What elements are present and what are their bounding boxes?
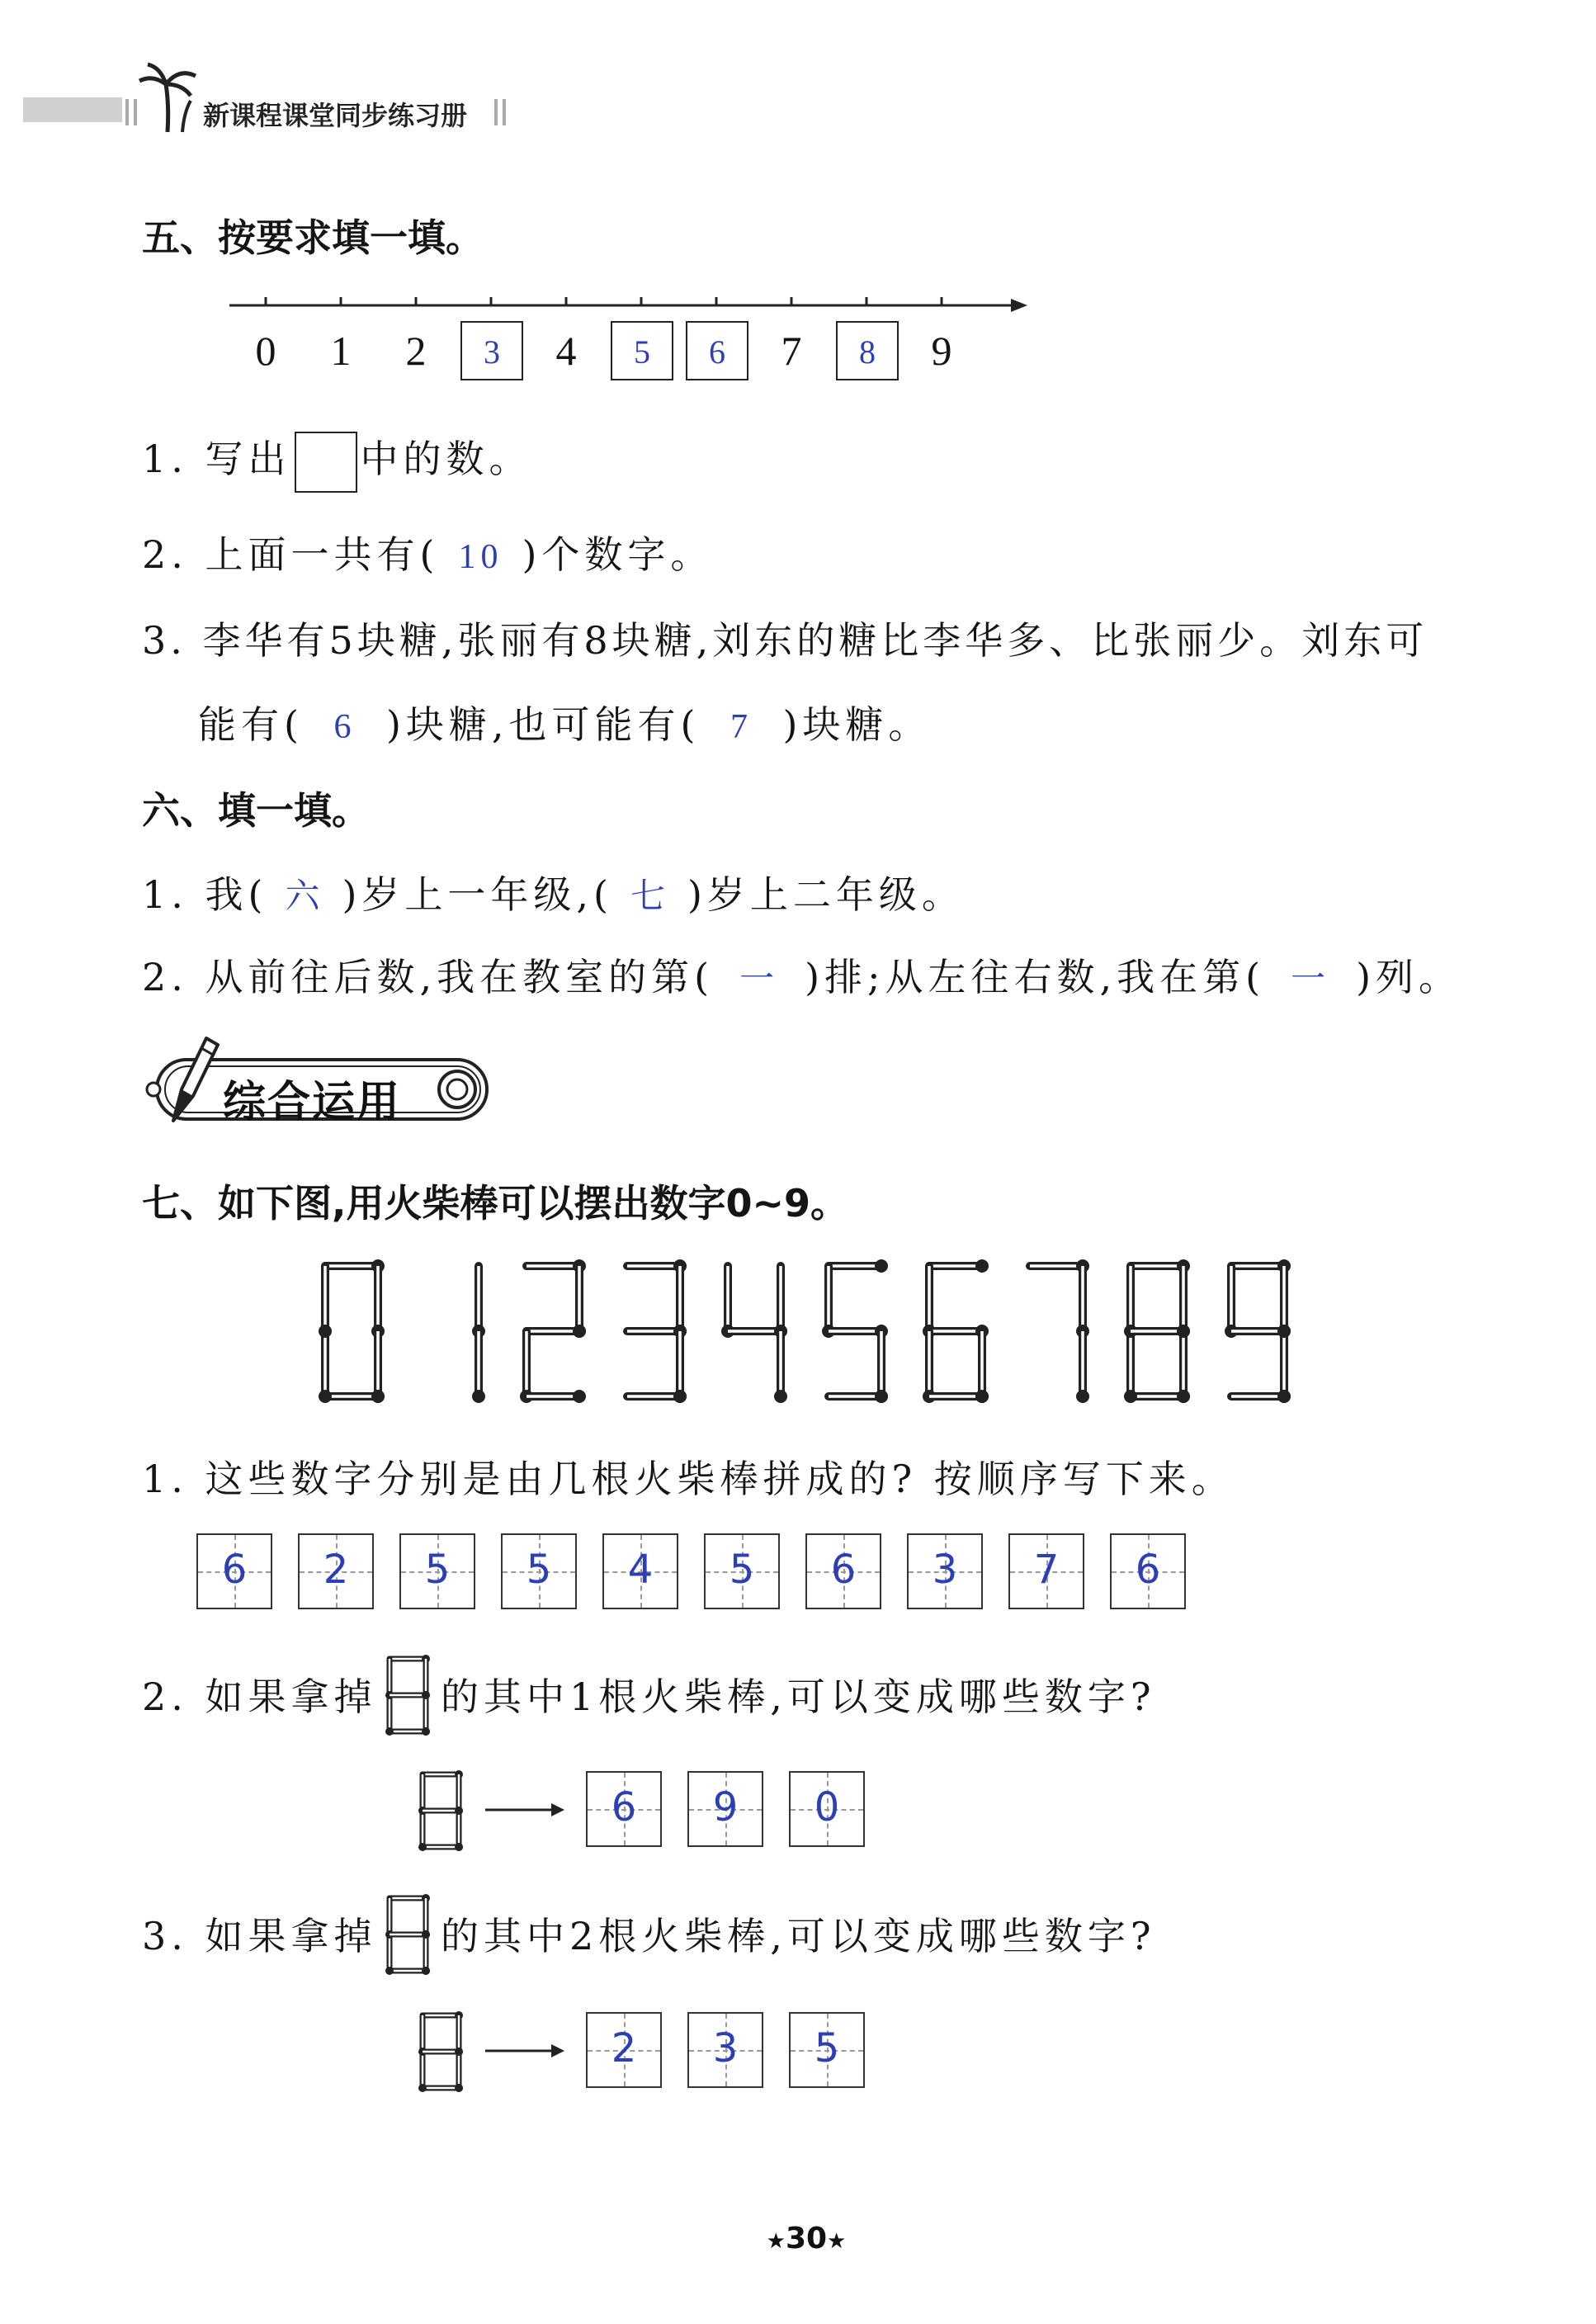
- matchstick-head: [385, 1727, 394, 1736]
- s6-q1-text-c: )岁上二年级。: [687, 872, 965, 917]
- answer-cell: [501, 1533, 577, 1609]
- numberline-label: 7: [781, 328, 802, 374]
- header-bar: [23, 97, 122, 122]
- answer-cell: [805, 1533, 881, 1609]
- matchstick-head: [455, 2048, 463, 2056]
- answer-cell: [586, 1771, 662, 1847]
- answer-digit-count: 10: [458, 538, 503, 576]
- answer-age-1: 六: [285, 878, 325, 916]
- matchstick-head: [422, 1967, 430, 1975]
- section-7-heading: 七、如下图,用火柴棒可以摆出数字0~9。: [142, 1181, 849, 1226]
- numberline-label: 0: [255, 328, 276, 374]
- answer-cell: [1008, 1533, 1084, 1609]
- s5-q3-line1: 3. 李华有5块糖,张丽有8块糖,刘东的糖比李华多、比张丽少。刘东可: [142, 618, 1428, 663]
- s7-q3-text-a: 3. 如果拿掉: [142, 1914, 377, 1958]
- answer-age-2: 七: [630, 878, 670, 916]
- matchstick-head: [385, 1967, 394, 1975]
- s7-q2-answer-grid: [586, 1771, 883, 1850]
- s6-q2: [142, 947, 1461, 1002]
- s6-q1-text-a: 1. 我(: [142, 872, 268, 917]
- section-6-heading: 六、填一填。: [142, 788, 370, 833]
- matchstick-head: [1277, 1325, 1291, 1338]
- matchstick-head: [418, 1843, 427, 1851]
- page-number-value: 30: [785, 2222, 828, 2256]
- matchstick-head: [975, 1390, 989, 1403]
- page-number: [757, 2222, 856, 2256]
- star-icon: ★: [766, 2229, 786, 2254]
- arrow-right-icon: [485, 1797, 568, 1822]
- matchstick-digits-figure: [307, 1254, 1339, 1411]
- matchstick-head: [1076, 1390, 1089, 1403]
- matchstick-head: [472, 1390, 485, 1403]
- answer-value: 4: [627, 1547, 654, 1593]
- s5-q1: [142, 429, 532, 493]
- header-end-dividers: [493, 97, 509, 127]
- numberline-answer: 5: [634, 333, 650, 371]
- answer-value: 3: [712, 2025, 739, 2071]
- numberline-label: 2: [405, 328, 427, 374]
- matchstick-head: [422, 1727, 430, 1736]
- s5-q3-text-b: )块糖,也可能有(: [385, 702, 701, 747]
- numberline-answer: 3: [484, 333, 500, 371]
- answer-cell: [907, 1533, 983, 1609]
- answer-value: 9: [712, 1784, 739, 1830]
- answer-cell: [704, 1533, 780, 1609]
- matchstick-head: [875, 1259, 888, 1273]
- answer-value: 7: [1033, 1547, 1060, 1593]
- s7-q2-text-b: 的其中1根火柴棒,可以变成哪些数字?: [441, 1675, 1156, 1719]
- answer-value: 6: [221, 1547, 248, 1593]
- s7-q3-line: [142, 1906, 377, 1961]
- answer-value: 2: [323, 1547, 349, 1593]
- palm-tree-icon: [136, 59, 202, 134]
- numberline-answer: 6: [709, 333, 725, 371]
- matchstick-head: [455, 2084, 463, 2092]
- matchstick-head: [1124, 1390, 1137, 1403]
- answer-cell: [687, 2012, 763, 2088]
- answer-column: 一: [1291, 961, 1331, 999]
- matchstick-head: [319, 1390, 332, 1403]
- answer-value: 5: [729, 1547, 755, 1593]
- s5-q2-before: 2. 上面一共有(: [142, 532, 440, 577]
- matchstick-head: [418, 2084, 427, 2092]
- empty-box-symbol: [295, 432, 357, 493]
- answer-cell: [602, 1533, 678, 1609]
- s6-q2-text-c: )列。: [1356, 955, 1462, 999]
- s5-q3-text-a: 能有(: [198, 702, 304, 747]
- answer-candies-2: 7: [730, 708, 753, 746]
- numberline-answer-box: [836, 321, 899, 380]
- matchstick-eight: [414, 1768, 467, 1854]
- matchstick-head: [774, 1390, 787, 1403]
- matchstick-head: [422, 1691, 430, 1699]
- answer-cell: [1110, 1533, 1186, 1609]
- s7-q1-text: 1. 这些数字分别是由几根火柴棒拼成的? 按顺序写下来。: [142, 1457, 1235, 1501]
- answer-value: 5: [814, 2025, 840, 2071]
- answer-cell: [687, 1771, 763, 1847]
- matchstick-head: [1177, 1325, 1190, 1338]
- s7-q2-text-a: 2. 如果拿掉: [142, 1675, 377, 1719]
- s5-q3-line2: [198, 695, 931, 749]
- matchstick-head: [875, 1390, 888, 1403]
- matchstick-eight-small: [381, 1892, 434, 1977]
- numberline-label: 4: [555, 328, 577, 374]
- banner-label: 综合运用: [223, 1078, 402, 1127]
- answer-value: 5: [424, 1547, 451, 1593]
- answer-value: 5: [526, 1547, 552, 1593]
- answer-row: 一: [739, 961, 780, 999]
- answer-cell: [399, 1533, 475, 1609]
- answer-value: 6: [611, 1784, 637, 1830]
- numberline-answer-box: [611, 321, 673, 380]
- s5-q3-text-c: )块糖。: [782, 702, 932, 747]
- matchstick-head: [1177, 1390, 1190, 1403]
- s7-q1-answer-grid: [196, 1533, 1195, 1613]
- star-icon: ★: [827, 2229, 847, 2254]
- answer-cell: [789, 1771, 865, 1847]
- s7-q2-line: [142, 1667, 377, 1722]
- answer-cell: [586, 2012, 662, 2088]
- s7-q3-answer-grid: [586, 2012, 883, 2091]
- matchstick-head: [573, 1325, 586, 1338]
- s6-q1: [142, 865, 965, 919]
- s5-q2: [142, 525, 713, 579]
- s6-q2-text-a: 2. 从前往后数,我在教室的第(: [142, 955, 715, 999]
- s5-q1-after: 中的数。: [360, 437, 532, 481]
- matchstick-head: [422, 1930, 430, 1939]
- answer-value: 6: [830, 1547, 857, 1593]
- s5-q1-before: 1. 写出: [142, 437, 291, 481]
- answer-cell: [196, 1533, 272, 1609]
- matchstick-head: [455, 1843, 463, 1851]
- numberline-answer-box: [686, 321, 748, 380]
- matchstick-head: [975, 1259, 989, 1273]
- answer-cell: [298, 1533, 374, 1609]
- matchstick-eight: [414, 2009, 467, 2095]
- s5-q2-after: )个数字。: [522, 532, 714, 577]
- matchstick-head: [371, 1390, 385, 1403]
- pencil-icon: [165, 1032, 223, 1131]
- answer-candies-1: 6: [333, 708, 357, 746]
- answer-value: 3: [932, 1547, 958, 1593]
- matchstick-head: [573, 1390, 586, 1403]
- numberline-answer-box: [460, 321, 523, 380]
- matchstick-head: [455, 1807, 463, 1815]
- s6-q1-text-b: )岁上一年级,(: [342, 872, 613, 917]
- answer-value: 2: [611, 2025, 637, 2071]
- s7-q3-text-b: 的其中2根火柴棒,可以变成哪些数字?: [441, 1914, 1156, 1958]
- book-title: 新课程课堂同步练习册: [203, 100, 468, 131]
- answer-cell: [789, 2012, 865, 2088]
- numberline-label: 1: [330, 328, 352, 374]
- matchstick-head: [1277, 1390, 1291, 1403]
- answer-value: 0: [814, 1784, 840, 1830]
- matchstick-head: [319, 1325, 332, 1338]
- number-line: [223, 290, 1032, 324]
- matchstick-eight-small: [381, 1652, 434, 1738]
- matchstick-head: [673, 1390, 687, 1403]
- s6-q2-text-b: )排;从左往右数,我在第(: [805, 955, 1266, 999]
- answer-value: 6: [1135, 1547, 1161, 1593]
- numberline-label: 9: [931, 328, 952, 374]
- numberline-answer: 8: [859, 333, 876, 371]
- arrow-right-icon: [485, 2038, 568, 2063]
- section-5-heading: 五、按要求填一填。: [142, 215, 484, 260]
